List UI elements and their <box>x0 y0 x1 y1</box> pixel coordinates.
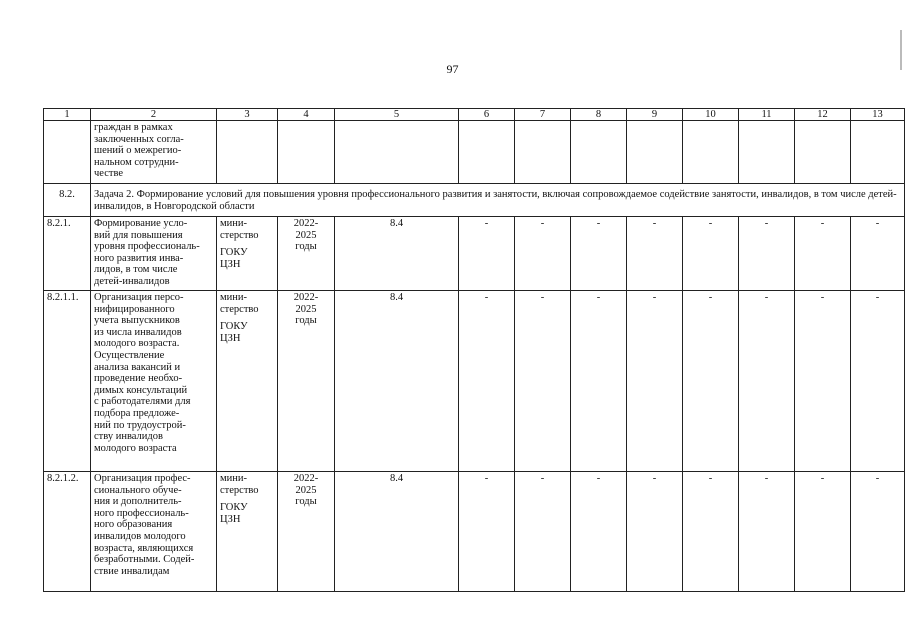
measure-description: Организация персо- нифицированного учета выпускников из числа инвалидов молодого возраста. Осуществление анализа вакансий и проведение необхо- димых консультаций с работодателями для подбора предложе- ний по трудоустрой- ству инвалидов молодого возраста <box>91 291 217 472</box>
column-number: 12 <box>795 109 851 121</box>
executor-gku: ГОКУ ЦЗН <box>220 247 248 270</box>
row-number: 8.2. <box>44 184 91 217</box>
column-number: 8 <box>571 109 627 121</box>
value-cell: - <box>627 472 683 592</box>
period: 2022- 2025 годы <box>278 472 335 592</box>
value-cell: - <box>515 217 571 291</box>
value-cell: - <box>739 217 795 291</box>
column-number: 2 <box>91 109 217 121</box>
table-row <box>44 291 905 472</box>
column-number-row <box>44 109 905 121</box>
value-cell: - <box>571 217 627 291</box>
period: 2022- 2025 годы <box>278 217 335 291</box>
continued-description: граждан в рамках заключенных согла- шений о межрегио- нальном сотрудни- честве <box>91 121 217 184</box>
target-indicator: 8.4 <box>335 291 459 472</box>
executor-ministry: мини- стерство <box>220 473 259 496</box>
column-number: 9 <box>627 109 683 121</box>
executor <box>217 291 278 472</box>
value-cell: - <box>851 291 905 472</box>
column-number: 7 <box>515 109 571 121</box>
row-number: 8.2.1.1. <box>44 291 91 472</box>
value-cell: - <box>739 472 795 592</box>
value-cell: - <box>851 217 905 291</box>
executor <box>217 217 278 291</box>
column-number: 1 <box>44 109 91 121</box>
value-cell: - <box>627 217 683 291</box>
table-row <box>44 217 905 291</box>
column-number: 5 <box>335 109 459 121</box>
value-cell: - <box>851 472 905 592</box>
value-cell: - <box>459 217 515 291</box>
value-cell: - <box>459 472 515 592</box>
target-indicator: 8.4 <box>335 217 459 291</box>
table-row-continuation <box>44 121 905 184</box>
value-cell: - <box>683 472 739 592</box>
value-cell: - <box>571 291 627 472</box>
period: 2022- 2025 годы <box>278 291 335 472</box>
column-number: 10 <box>683 109 739 121</box>
executor-ministry: мини- стерство <box>220 218 259 241</box>
scan-edge-mark <box>900 30 902 70</box>
value-cell: - <box>795 291 851 472</box>
table-row-task <box>44 184 905 217</box>
measure-description: Формирование усло- вий для повышения уровня профессиональ- ного развития инва- лидов, в том числе детей-инвалидов <box>91 217 217 291</box>
table-row <box>44 472 905 592</box>
column-number: 13 <box>851 109 905 121</box>
program-table <box>43 108 905 592</box>
column-number: 11 <box>739 109 795 121</box>
column-number: 6 <box>459 109 515 121</box>
page-number: 97 <box>446 62 459 76</box>
executor <box>217 472 278 592</box>
column-number: 3 <box>217 109 278 121</box>
value-cell: - <box>627 291 683 472</box>
executor-gku: ГОКУ ЦЗН <box>220 502 248 525</box>
measure-description: Организация профес- сионального обуче- ния и дополнитель- ного профессиональ- ного образования инвалидов молодого возраста, являющихся безработными. Содей- ствие инвалидам <box>91 472 217 592</box>
value-cell: - <box>459 291 515 472</box>
target-indicator: 8.4 <box>335 472 459 592</box>
value-cell: - <box>739 291 795 472</box>
value-cell: - <box>515 291 571 472</box>
executor-gku: ГОКУ ЦЗН <box>220 321 248 344</box>
value-cell: - <box>515 472 571 592</box>
row-number: 8.2.1.2. <box>44 472 91 592</box>
task-title: Задача 2. Формирование условий для повышения уровня профессионального развития и занятости, включая сопровождаемое содействие занятости, инвалидов, в том числе детей-инвалидов, в Новгородской области <box>91 184 905 217</box>
value-cell: - <box>683 217 739 291</box>
value-cell: - <box>795 217 851 291</box>
column-number: 4 <box>278 109 335 121</box>
value-cell: - <box>571 472 627 592</box>
value-cell: - <box>683 291 739 472</box>
executor-ministry: мини- стерство <box>220 292 259 315</box>
row-number: 8.2.1. <box>44 217 91 291</box>
value-cell: - <box>795 472 851 592</box>
